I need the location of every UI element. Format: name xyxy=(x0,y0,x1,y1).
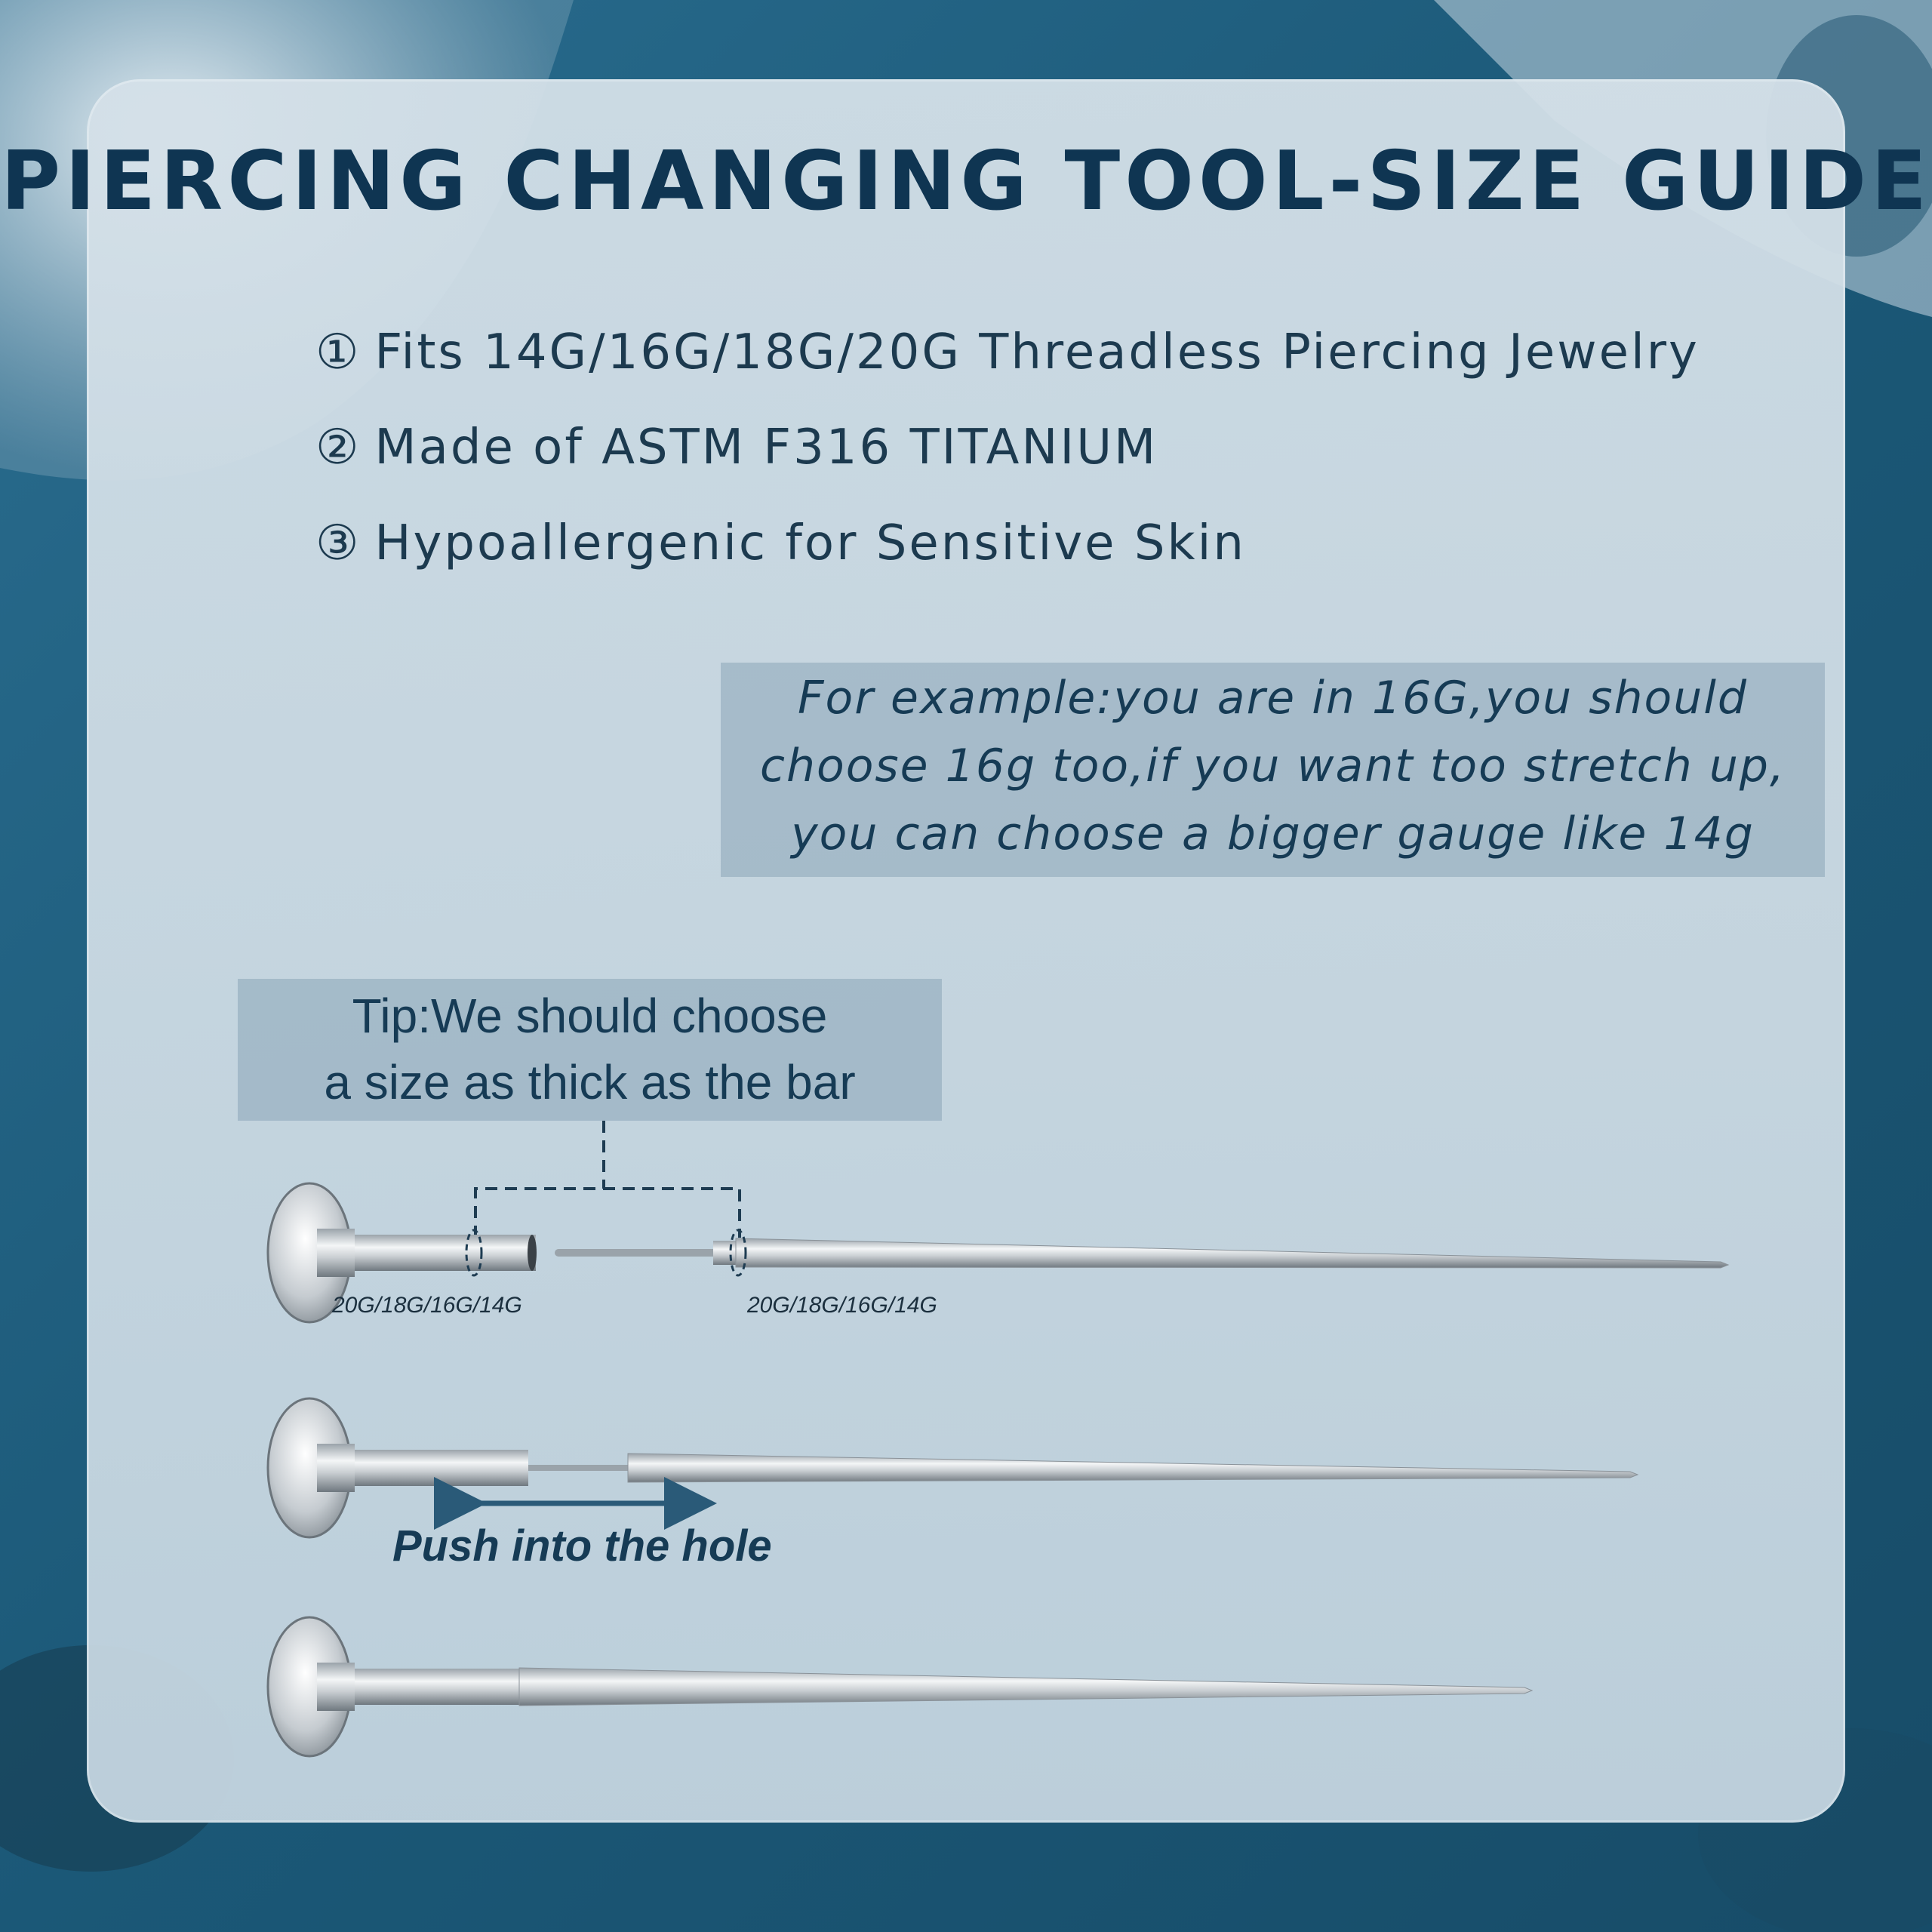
push-label: Push into the hole xyxy=(392,1521,772,1571)
taper-rod xyxy=(519,1668,1532,1706)
page-title: PIERCING CHANGING TOOL-SIZE GUIDE xyxy=(1,134,1931,229)
example-line-2: choose 16g too,if you want too stretch up, xyxy=(759,740,1786,792)
feature-text: Made of ASTM F316 TITANIUM xyxy=(374,420,1158,475)
feature-number: ② xyxy=(315,420,361,475)
tool-row-2 xyxy=(268,1398,1638,1537)
example-line-3: you can choose a bigger gauge like 14g xyxy=(791,808,1755,860)
tool-row-3 xyxy=(268,1617,1532,1756)
threadless-post xyxy=(355,1235,536,1271)
feature-number: ③ xyxy=(315,515,361,571)
taper-rod xyxy=(736,1238,1728,1268)
taper-rod xyxy=(628,1454,1638,1482)
gauge-label-left: 20G/18G/16G/14G xyxy=(332,1293,522,1318)
tip-line-1: Tip:We should choose xyxy=(352,989,828,1043)
feature-number: ① xyxy=(315,325,361,380)
feature-text: Hypoallergenic for Sensitive Skin xyxy=(374,515,1246,571)
feature-text: Fits 14G/16G/18G/20G Threadless Piercing Jewelry xyxy=(374,325,1700,380)
gauge-label-right: 20G/18G/16G/14G xyxy=(747,1293,937,1318)
bracket-connector xyxy=(475,1121,740,1238)
post-base xyxy=(317,1229,355,1277)
example-line-1: For example:you are in 16G,you should xyxy=(798,672,1748,724)
tip-line-2: a size as thick as the bar xyxy=(324,1055,856,1109)
